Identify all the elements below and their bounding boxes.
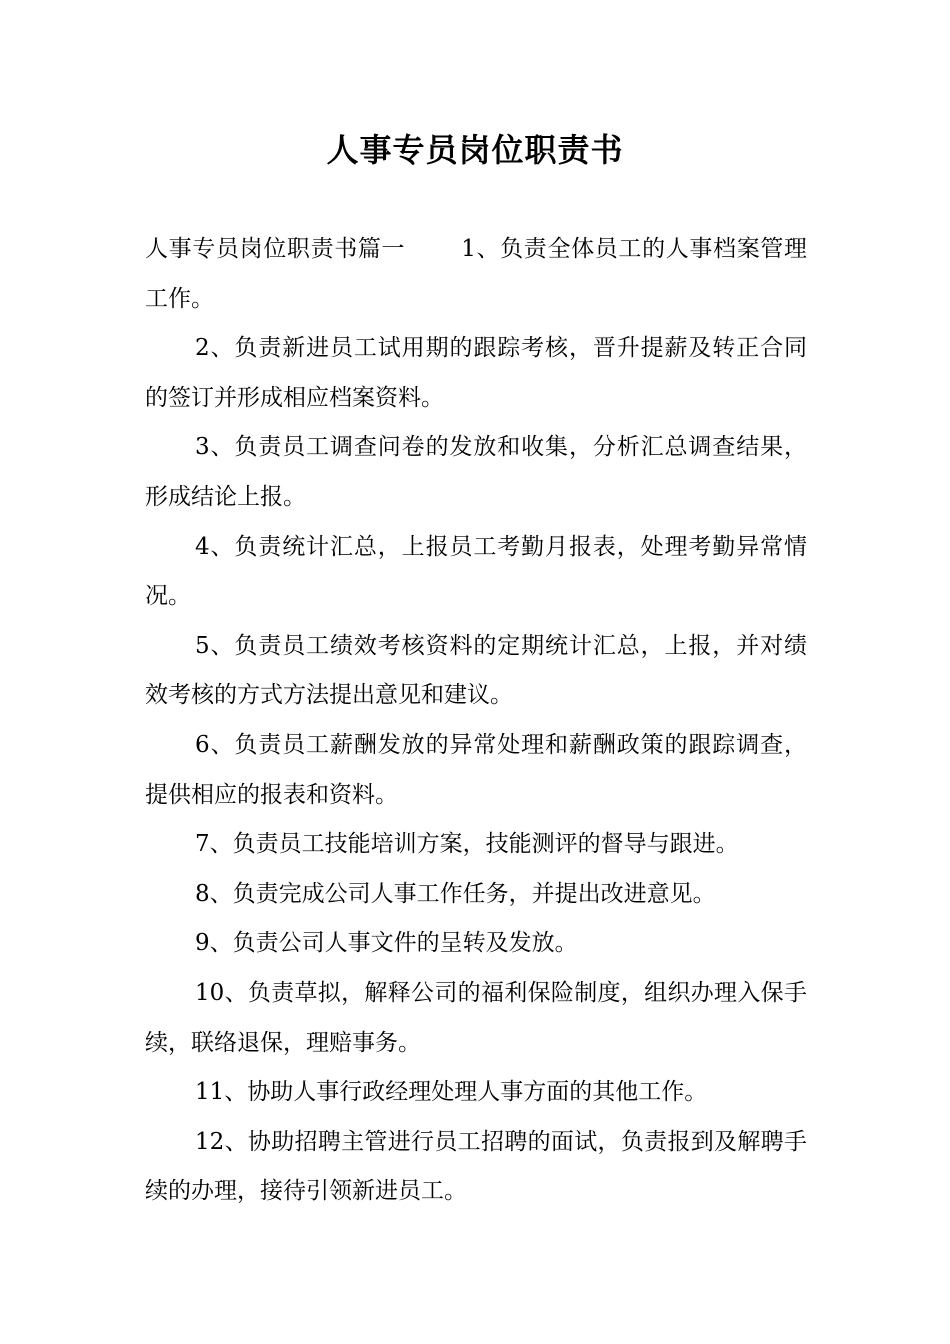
- paragraph-8: 8、负责完成公司人事工作任务，并提出改进意见。: [195, 880, 716, 907]
- paragraph-9: 9、负责公司人事文件的呈转及发放。: [195, 930, 578, 957]
- document-body: [145, 225, 807, 1217]
- paragraph-3: 3、负责员工调查问卷的发放和收集，分析汇总调查结果，形成结论上报。: [145, 434, 807, 510]
- paragraph-2: 2、负责新进员工试用期的跟踪考核，晋升提薪及转正合同的签订并形成相应档案资料。: [145, 335, 807, 411]
- paragraph-6: 6、负责员工薪酬发放的异常处理和薪酬政策的跟踪调查，提供相应的报表和资料。: [145, 731, 807, 808]
- paragraph-4: 4、负责统计汇总，上报员工考勤月报表，处理考勤异常情况。: [145, 533, 807, 610]
- intro-heading: 人事专员岗位职责书篇一: [145, 236, 406, 262]
- paragraph-7: 7、负责员工技能培训方案，技能测评的督导与跟进。: [195, 831, 739, 858]
- paragraph-5: 5、负责员工绩效考核资料的定期统计汇总，上报，并对绩效考核的方式方法提出意见和建议。: [145, 632, 807, 709]
- paragraph-10: 10、负责草拟，解释公司的福利保险制度，组织办理入保手续，联络退保，理赔事务。: [145, 979, 807, 1056]
- page-title: 人事专员岗位职责书: [326, 131, 624, 169]
- item-1-text: 1、负责全体员工的人事档案管理工作。: [145, 236, 807, 312]
- paragraph-12: 12、协助招聘主管进行员工招聘的面试，负责报到及解聘手续的办理，接待引领新进员工。: [145, 1128, 807, 1205]
- paragraph-1: [145, 225, 807, 324]
- paragraph-11: 11、协助人事行政经理处理人事方面的其他工作。: [195, 1079, 708, 1106]
